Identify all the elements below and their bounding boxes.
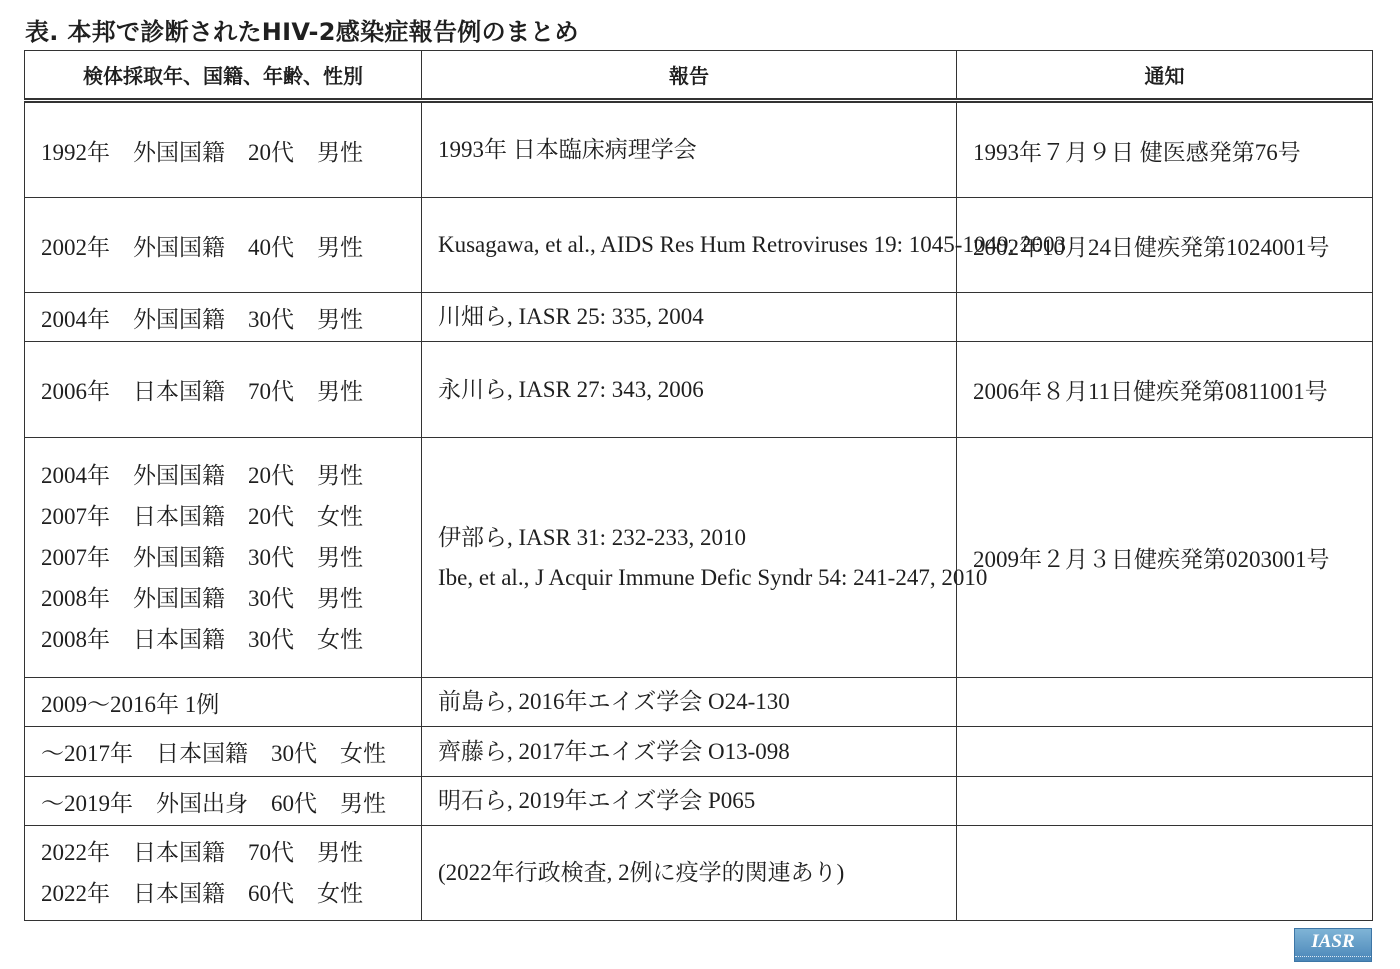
report-entry: 齊藤ら, 2017年エイズ学会 O13-098: [438, 738, 790, 764]
sample-cell: [25, 826, 422, 921]
report-entry: 明石ら, 2019年エイズ学会 P065: [438, 788, 756, 813]
sample-entry: 2007年 日本国籍 20代 女性: [41, 504, 363, 529]
hiv2-report-table: [24, 50, 1373, 921]
sample-cell: [25, 293, 422, 342]
sample-entry: 2006年 日本国籍 70代 男性: [41, 379, 363, 404]
report-cell: [422, 198, 1066, 293]
table-row: [25, 727, 1373, 777]
sample-entry: ～2017年 日本国籍 30代 女性: [41, 741, 386, 766]
sample-entry: 2022年 日本国籍 70代 男性: [41, 840, 363, 865]
table-title: 表. 本邦で診断されたHIV-2感染症報告例のまとめ: [25, 18, 579, 46]
report-entry: Kusagawa, et al., AIDS Res Hum Retroviruses 19: 1045-1049, 2003: [438, 232, 1066, 257]
sample-cell: [25, 101, 422, 198]
notice-cell: 1993年７月９日 健医感発第76号: [957, 101, 1373, 198]
report-entry: 前島ら, 2016年エイズ学会 O24-130: [438, 689, 790, 714]
report-entry: 川畑ら, IASR 25: 335, 2004: [438, 304, 704, 329]
table-row: [25, 198, 1373, 293]
report-cell: [422, 438, 988, 678]
sample-entry: 2004年 外国国籍 30代 男性: [41, 306, 363, 332]
sample-entry: 2008年 日本国籍 30代 女性: [41, 627, 363, 652]
report-entry: (2022年行政検査, 2例に疫学的関連あり): [438, 860, 845, 885]
sample-cell: [25, 777, 422, 826]
sample-cell: [25, 438, 422, 678]
sample-entry: 2004年 外国国籍 20代 男性: [41, 463, 363, 488]
notice-cell: 2002年10月24日健疾発第1024001号: [957, 198, 1373, 293]
notice-cell: [957, 826, 1373, 921]
sample-entry: 2002年 外国国籍 40代 男性: [41, 234, 363, 260]
report-cell: [422, 101, 957, 198]
table-row: [25, 826, 1373, 921]
report-cell: [422, 727, 957, 777]
report-cell: [422, 342, 957, 438]
table-row: [25, 101, 1373, 198]
sample-cell: [25, 727, 422, 777]
sample-cell: [25, 198, 422, 293]
table-row: [25, 678, 1373, 727]
table-row: [25, 438, 1373, 678]
sample-entry: 2009～2016年 1例: [41, 691, 220, 717]
notice-cell: [957, 727, 1373, 777]
sample-cell: [25, 342, 422, 438]
logo-subtitle-decoration: [1295, 956, 1371, 960]
report-entry: 伊部ら, IASR 31: 232-233, 2010: [438, 524, 746, 550]
sample-entry: 2022年 日本国籍 60代 女性: [41, 881, 363, 906]
notice-cell: 2006年８月11日健疾発第0811001号: [957, 342, 1373, 438]
notice-cell: 2009年２月３日健疾発第0203001号: [957, 438, 1373, 678]
report-cell: [422, 826, 957, 921]
report-cell: [422, 777, 957, 826]
sample-entry: 2007年 外国国籍 30代 男性: [41, 545, 363, 570]
sample-entry: 2008年 外国国籍 30代 男性: [41, 586, 363, 611]
column-header-notice: 通知: [957, 51, 1373, 101]
table-row: [25, 342, 1373, 438]
report-entry: 永川ら, IASR 27: 343, 2006: [438, 376, 704, 402]
table-row: [25, 293, 1373, 342]
report-entry: Ibe, et al., J Acquir Immune Defic Syndr 54: 241-247, 2010: [438, 564, 988, 590]
iasr-logo-text: IASR: [1311, 931, 1355, 952]
report-cell: [422, 678, 957, 727]
table-header-row: [25, 51, 1373, 101]
sample-entry: 1992年 外国国籍 20代 男性: [41, 139, 363, 165]
column-header-report: 報告: [422, 51, 957, 101]
notice-cell: [957, 293, 1373, 342]
iasr-logo: [1294, 928, 1372, 962]
table-row: [25, 777, 1373, 826]
report-entry: 1993年 日本臨床病理学会: [438, 137, 697, 162]
notice-cell: [957, 678, 1373, 727]
sample-cell: [25, 678, 422, 727]
notice-cell: [957, 777, 1373, 826]
sample-entry: ～2019年 外国出身 60代 男性: [41, 790, 386, 816]
report-cell: [422, 293, 957, 342]
column-header-sample: 検体採取年、国籍、年齢、性別: [25, 51, 422, 101]
